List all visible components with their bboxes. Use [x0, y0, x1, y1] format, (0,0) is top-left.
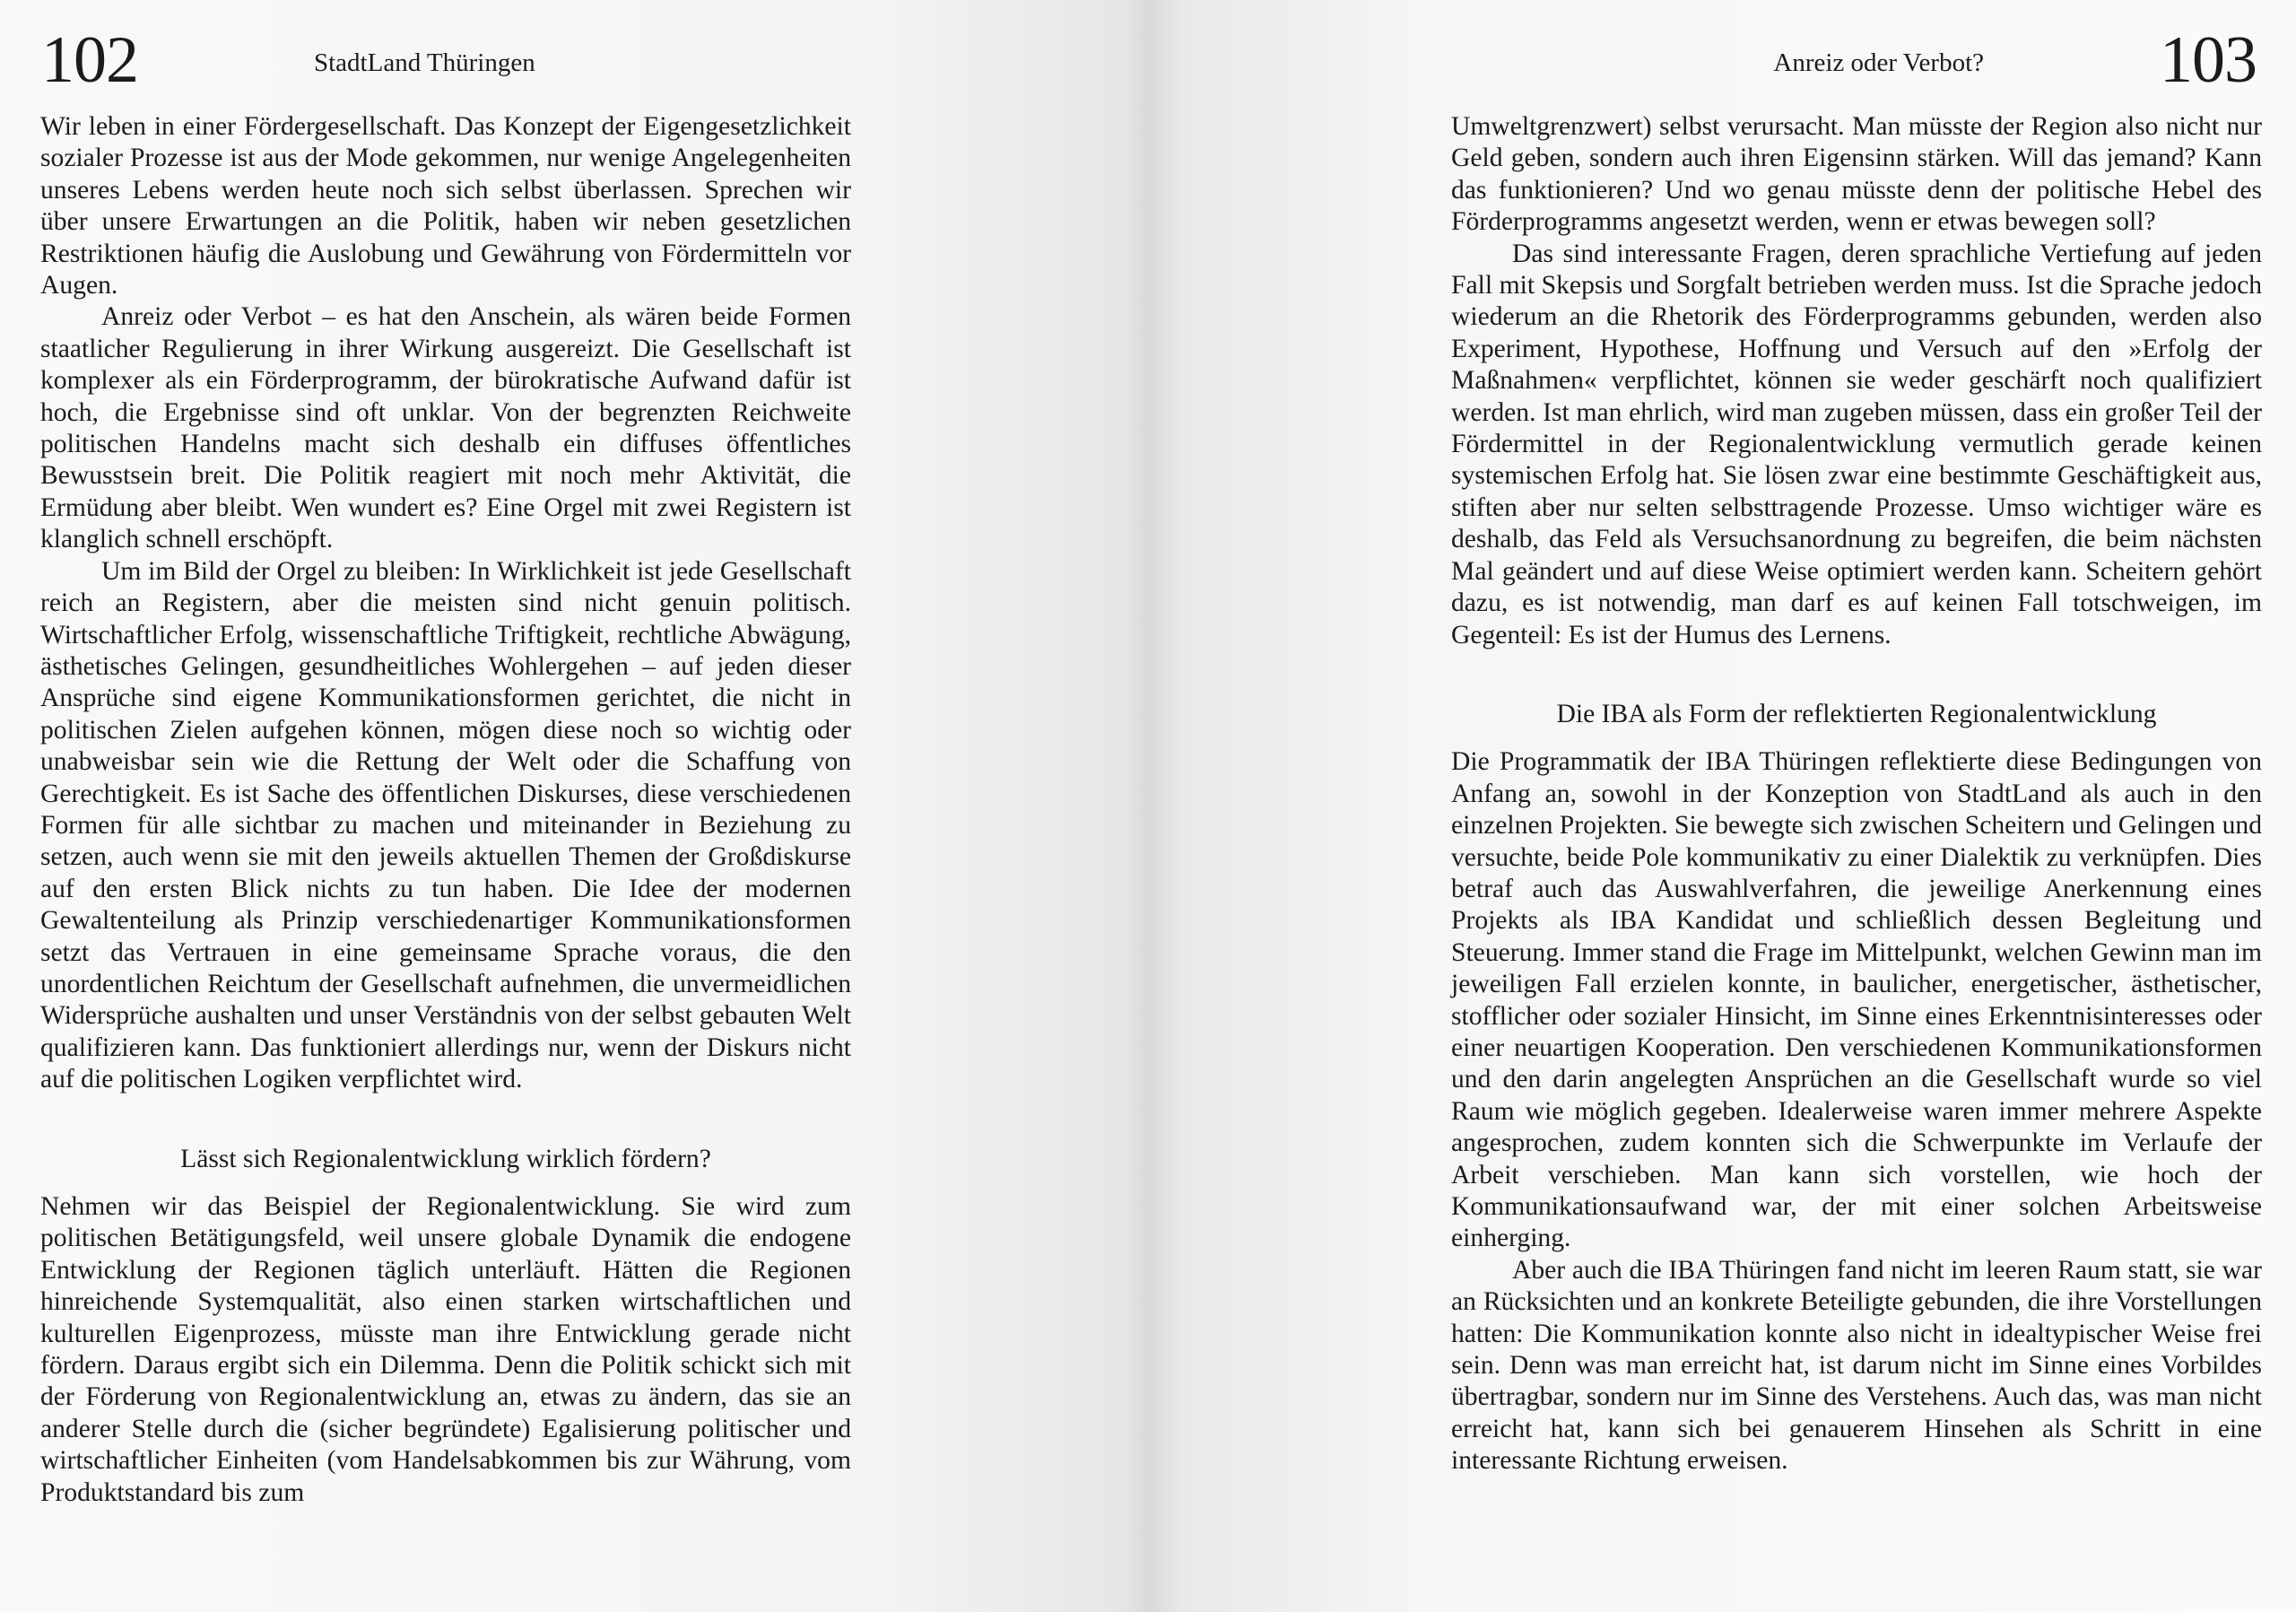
page-number: 103 — [2160, 23, 2257, 97]
body-text — [1451, 111, 2262, 1477]
right-page — [1148, 0, 2296, 1612]
section-heading: Lässt sich Regionalentwicklung wirklich fördern? — [180, 1144, 711, 1173]
running-head: StadtLand Thüringen — [314, 48, 535, 77]
paragraph: Anreiz oder Verbot – es hat den Anschein, als wären beide Formen staatlicher Regulierung in ihrer Wirkung ausgereizt. Die Gesellschaft ist komplexer als ein Förderprogramm, der bürokratische Aufwand dafür ist hoch, die Ergebnisse sind oft unklar. Von der begrenzten Reichweite politischen Handelns macht sich deshalb ein diffuses öffentliches Bewusstsein breit. Die Politik reagiert mit noch mehr Aktivität, die Ermüdung aber bleibt. Wen wundert es? Eine Orgel mit zwei Registern ist klanglich schnell erschöpft. — [40, 302, 851, 554]
paragraph: Um im Bild der Orgel zu bleiben: In Wirklichkeit ist jede Gesellschaft reich an Registern, aber die meisten sind nicht genuin politisch. Wirtschaftlicher Erfolg, wissenschaftliche Triftigkeit, rechtliche Abwägung, ästhetisches Gelingen, gesundheitliches Wohlergehen – auf jeden dieser Ansprüche sind eigene Kommunikationsformen gerichtet, die nicht in politischen Zielen aufgehen können, mögen diese noch so wichtig oder unabweisbar sein wie die Rettung der Welt oder die Schaffung von Gerechtigkeit. Es ist Sache des öffentlichen Diskurses, diese verschiedenen Formen für alle sichtbar zu machen und miteinander in Beziehung zu setzen, auch wenn sie mit den jeweils aktuellen Themen der Großdiskurse auf den ersten Blick nichts zu tun haben. Die Idee der modernen Gewaltenteilung als Prinzip verschiedenartiger Kommunikationsformen setzt das Vertrauen in eine gemeinsame Sprache voraus, die den unordentlichen Reichtum der Gesellschaft aufnehmen, die unvermeidlichen Widersprüche aushalten und unser Verständnis von der selbst gebauten Welt qualifizieren kann. Das funktioniert allerdings nur, wenn der Diskurs nicht auf die politischen Logiken verpflichtet wird. — [40, 556, 851, 1094]
paragraph: Aber auch die IBA Thüringen fand nicht im leeren Raum statt, sie war an Rücksichten und an konkrete Beteiligte gebunden, die ihre Vorstellungen hatten: Die Kommunikation konnte also nicht in idealtypischer Weise frei sein. Denn was man erreicht hat, ist darum nicht im Sinne eines Vorbildes übertragbar, sondern nur im Sinne des Verstehens. Auch das, was man nicht erreicht hat, kann sich bei genauerem Hinsehen als Schritt in eine interessante Richtung erweisen. — [1451, 1255, 2262, 1476]
paragraph: Wir leben in einer Fördergesellschaft. Das Konzept der Eigengesetzlichkeit sozialer Prozesse ist aus der Mode gekommen, nur wenige Angelegenheiten unseres Lebens werden heute noch sich selbst überlassen. Sprechen wir über unsere Erwartungen an die Politik, haben wir neben gesetzlichen Restriktionen häufig die Auslobung und Gewährung von Fördermitteln vor Augen. — [40, 112, 851, 301]
section-heading: Die IBA als Form der reflektierten Regionalentwicklung — [1556, 699, 2157, 728]
body-text — [40, 111, 851, 1509]
paragraph: Umweltgrenzwert) selbst verursacht. Man müsste der Region also nicht nur Geld geben, sondern auch ihren Eigensinn stärken. Will das jemand? Kann das funktionieren? Und wo genau müsste denn der politische Hebel des Förderprogramms angesetzt werden, wenn er etwas bewegen soll? — [1451, 112, 2262, 237]
page-number: 102 — [41, 23, 138, 97]
running-head: Anreiz oder Verbot? — [1773, 48, 1984, 77]
paragraph: Die Programmatik der IBA Thüringen reflektierte diese Bedingungen von Anfang an, sowohl in der Konzeption von StadtLand als auch in den einzelnen Projekten. Sie bewegte sich zwischen Scheitern und Gelingen und versuchte, beide Pole kommunikativ zu einer Dialektik zu verknüpfen. Dies betraf auch das Auswahlverfahren, die jeweilige Anerkennung eines Projekts als IBA Kandidat und schließlich dessen Begleitung und Steuerung. Immer stand die Frage im Mittelpunkt, welchen Gewinn man im jeweiligen Fall erzielen konnte, in baulicher, energetischer, ästhetischer, stofflicher oder sozialer Hinsicht, im Sinne eines Erkenntnisinteresses oder einer neuartigen Kooperation. Den verschiedenen Kommunikationsformen und den darin angelegten Ansprüchen an die Gesellschaft wurde so viel Raum wie möglich gegeben. Idealerweise waren immer mehrere Aspekte angesprochen, zudem konnten sich die Schwerpunkte im Verlaufe der Arbeit verschieben. Man kann sich vorstellen, wie hoch der Kommunikationsaufwand war, der mit einer solchen Arbeitsweise einherging. — [1451, 747, 2262, 1253]
paragraph: Nehmen wir das Beispiel der Regionalentwicklung. Sie wird zum politischen Betätigungsfeld, weil unsere globale Dynamik die endogene Entwicklung der Regionen täglich unterläuft. Hätten die Regionen hinreichende Systemqualität, also einen starken wirtschaftlichen und kulturellen Eigenprozess, müsste man ihre Entwicklung gerade nicht fördern. Daraus ergibt sich ein Dilemma. Denn die Politik schickt sich mit der Förderung von Regionalentwicklung an, etwas zu ändern, das sie an anderer Stelle durch die (sicher begründete) Egalisierung politischer und wirtschaftlicher Einheiten (vom Handelsabkommen bis zur Währung, vom Produktstandard bis zum — [40, 1192, 851, 1507]
paragraph: Das sind interessante Fragen, deren sprachliche Vertiefung auf jeden Fall mit Skepsis und Sorgfalt betrieben werden muss. Ist die Sprache jedoch wiederum an die Rhetorik des Förderprogramms gebunden, werden also Experiment, Hypothese, Hoffnung und Versuch auf den »Erfolg der Maßnahmen« verpflichtet, können sie weder geschärft noch qualifiziert werden. Ist man ehrlich, wird man zugeben müssen, dass ein großer Teil der Fördermittel in der Regionalentwicklung vermutlich gerade keinen systemischen Erfolg hat. Sie lösen zwar eine bestimmte Geschäftigkeit aus, stiften aber nur selten selbsttragende Prozesse. Umso wichtiger wäre es deshalb, das Feld als Versuchsanordnung zu begreifen, die beim nächsten Mal geändert und auf diese Weise optimiert werden kann. Scheitern gehört dazu, es ist notwendig, man darf es auf keinen Fall totschweigen, im Gegenteil: Es ist der Humus des Lernens. — [1451, 239, 2262, 649]
